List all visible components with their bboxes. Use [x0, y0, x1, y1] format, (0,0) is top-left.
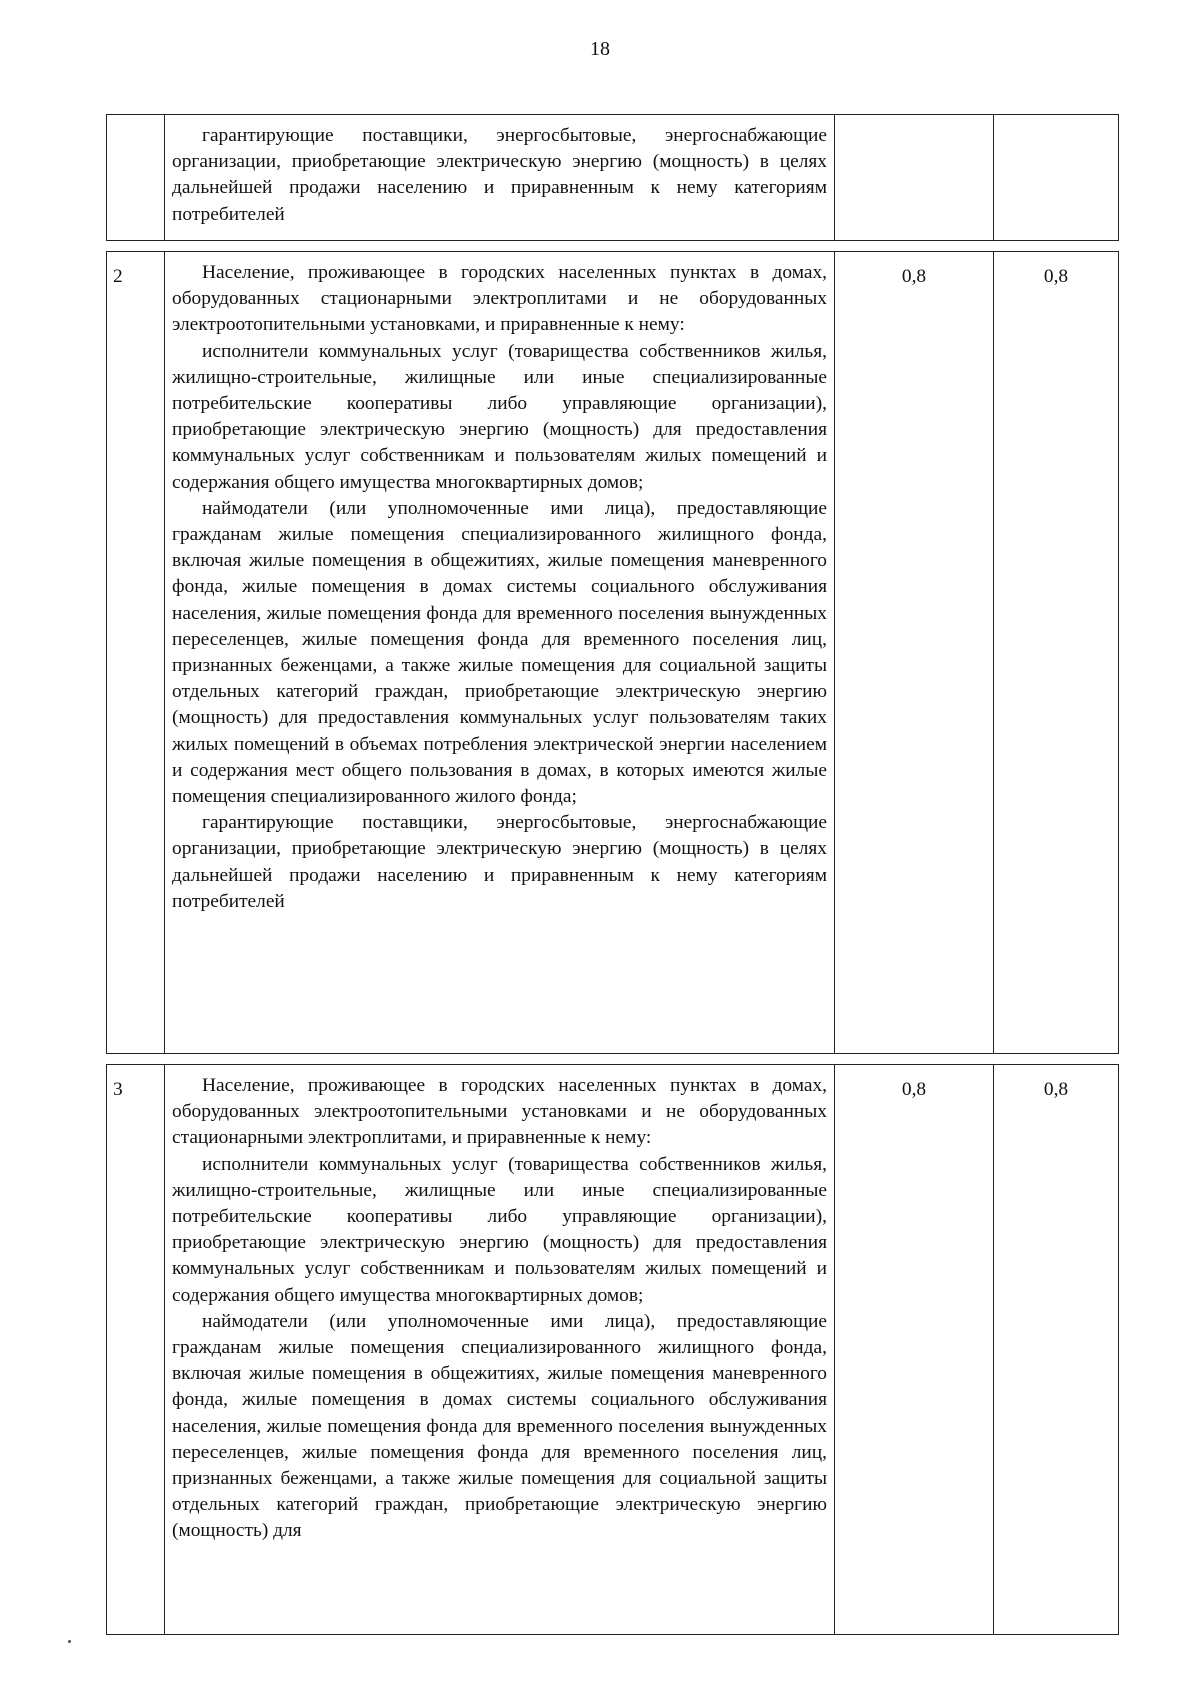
row-description [165, 115, 835, 241]
row-gap [107, 241, 1119, 252]
description-paragraph: Население, проживающее в городских населенных пунктах в домах, оборудованных электроотопительными установками и не оборудованных стационарными электроплитами, и приравненные к нему: [172, 1075, 827, 1149]
row-value-2 [994, 115, 1119, 241]
row-value-1 [835, 115, 994, 241]
row-value-2: 0,8 [994, 252, 1119, 1054]
page-number: 18 [590, 38, 610, 60]
row-value-1: 0,8 [835, 1065, 994, 1635]
row-number: 2 [107, 252, 165, 1054]
description-paragraph: наймодатели (или уполномоченные ими лица), предоставляющие гражданам жилые помещения специализированного жилищного фонда, включая жилые помещения в общежитиях, жилые помещения маневренного фонда, жилые помещения в домах системы социального обслуживания населения, жилые помещения фонда для временного поселения вынужденных переселенцев, жилые помещения фонда для временного поселения лиц, признанных беженцами, а также жилые помещения для социальной защиты отдельных категорий граждан, приобретающие электрическую энергию (мощность) для [172, 1310, 827, 1542]
description-paragraph: гарантирующие поставщики, энергосбытовые, энергоснабжающие организации, приобретающие электрическую энергию (мощность) в целях дальнейшей продажи населению и приравненным к нему категориям потребителей [172, 125, 827, 225]
description-paragraph: Население, проживающее в городских населенных пунктах в домах, оборудованных стационарными электроплитами и не оборудованных электроотопительными установками, и приравненные к нему: [172, 262, 827, 336]
row-number [107, 115, 165, 241]
row-value-2: 0,8 [994, 1065, 1119, 1635]
row-number: 3 [107, 1065, 165, 1635]
scan-speck [68, 1640, 71, 1643]
description-paragraph: исполнители коммунальных услуг (товарищества собственников жилья, жилищно-строительные, жилищные или иные специализированные потребительские кооперативы либо управляющие организации), приобретающие электрическую энергию (мощность) для предоставления коммунальных услуг собственникам и пользователям жилых помещений и содержания общего имущества многоквартирных домов; [172, 340, 827, 493]
row-value-1: 0,8 [835, 252, 994, 1054]
description-paragraph: исполнители коммунальных услуг (товарищества собственников жилья, жилищно-строительные, жилищные или иные специализированные потребительские кооперативы либо управляющие организации), приобретающие электрическую энергию (мощность) для предоставления коммунальных услуг собственникам и пользователям жилых помещений и содержания общего имущества многоквартирных домов; [172, 1153, 827, 1306]
row-description [165, 252, 835, 1054]
tariff-table [106, 114, 1119, 1635]
table-row [107, 115, 1119, 241]
row-gap [107, 1054, 1119, 1065]
row-description [165, 1065, 835, 1635]
table-row [107, 1065, 1119, 1635]
description-paragraph: гарантирующие поставщики, энергосбытовые, энергоснабжающие организации, приобретающие электрическую энергию (мощность) в целях дальнейшей продажи населению и приравненным к нему категориям потребителей [172, 812, 827, 912]
description-paragraph: наймодатели (или уполномоченные ими лица), предоставляющие гражданам жилые помещения специализированного жилищного фонда, включая жилые помещения в общежитиях, жилые помещения маневренного фонда, жилые помещения в домах системы социального обслуживания населения, жилые помещения фонда для временного поселения вынужденных переселенцев, жилые помещения фонда для временного поселения лиц, признанных беженцами, а также жилые помещения для социальной защиты отдельных категорий граждан, приобретающие электрическую энергию (мощность) для предоставления коммунальных услуг пользователям таких жилых помещений в объемах потребления электрической энергии населением и содержания мест общего пользования в домах, в которых имеются жилые помещения специализированного жилого фонда; [172, 497, 827, 808]
table-row [107, 252, 1119, 1054]
